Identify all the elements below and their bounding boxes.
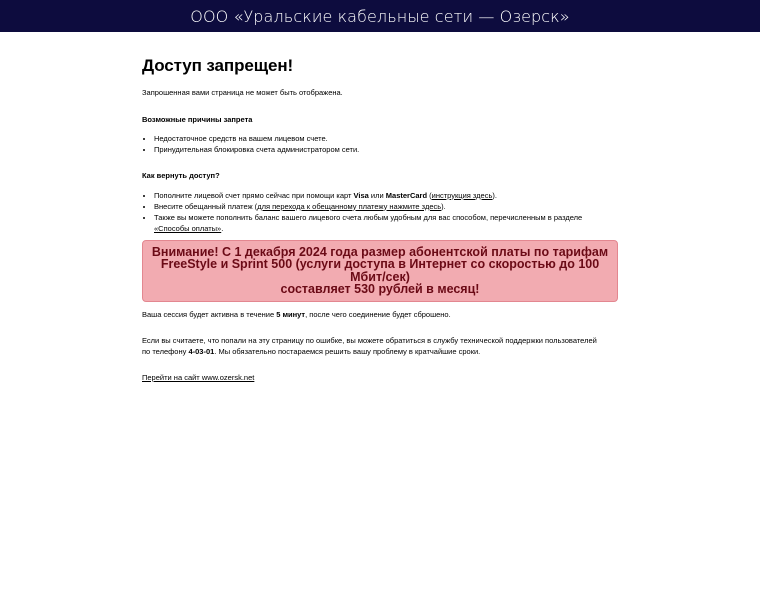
- session-notice: [142, 310, 618, 321]
- list-item: • Недостаточное средств на вашем лицевом счете.: [154, 133, 618, 144]
- restore-item-text: или: [368, 190, 386, 200]
- restore-item-text: ).: [441, 201, 446, 211]
- page-title: Доступ запрещен!: [142, 56, 294, 75]
- support-phone: 4-03-01: [188, 346, 215, 356]
- contact-text: . Мы обязательно постараемся решить вашу проблему в кратчайшие сроки.: [214, 346, 481, 356]
- restore-item-text: Также вы можете пополнить баланс вашего лицевого счета любым удобным для вас способом, перечисленным в разделе: [154, 212, 583, 222]
- site-title: ООО «Уральские кабельные сети — Озерск»: [190, 6, 570, 26]
- restore-list: [142, 190, 618, 234]
- reasons-heading: Возможные причины запрета: [142, 114, 253, 124]
- alert-line: FreeStyle и Sprint 500 (услуги доступа в Интернет со скоростью до 100 Мбит/сек): [160, 257, 600, 284]
- site-link-wrap: [142, 373, 618, 384]
- alert-line: составляет 530 рублей в месяц!: [280, 282, 480, 296]
- restore-item-text: (: [427, 190, 432, 200]
- alert-line: Внимание! С 1 декабря 2024 года размер абонентской платы по тарифам: [151, 244, 609, 259]
- site-link[interactable]: Перейти на сайт www.ozersk.net: [142, 373, 255, 382]
- contact-text: Если вы считаете, что попали на эту страницу по ошибке, вы можете обратиться в службу технической поддержки пользователей: [142, 336, 597, 345]
- visa-label: Visa: [353, 190, 369, 200]
- session-duration: 5 минут: [276, 309, 306, 319]
- payment-methods-link[interactable]: «Способы оплаты»: [154, 223, 222, 233]
- restore-item-text: Внесите обещанный платеж (: [154, 201, 258, 211]
- restore-heading: Как вернуть доступ?: [142, 171, 220, 180]
- session-text: , после чего соединение будет сброшено.: [305, 309, 451, 319]
- restore-item-text: .: [221, 223, 224, 233]
- list-item: [154, 201, 618, 212]
- list-item: • Принудительная блокировка счета администратором сети.: [154, 144, 618, 155]
- restore-item-text: Пополните лицевой счет прямо сейчас при помощи карт: [154, 190, 354, 200]
- reasons-list: [142, 133, 618, 155]
- intro-text: Запрошенная вами страница не может быть отображена.: [142, 88, 343, 97]
- contact-text: по телефону: [142, 346, 189, 356]
- session-text: Ваша сессия будет активна в течение: [142, 309, 277, 319]
- list-item: [154, 190, 618, 201]
- restore-item-text: ).: [492, 190, 497, 200]
- promised-payment-link[interactable]: для перехода к обещанному платежу нажмите здесь: [257, 201, 442, 211]
- support-contact: [142, 336, 618, 357]
- tariff-alert: [142, 240, 618, 302]
- site-header: [0, 0, 760, 32]
- main-content: [142, 56, 618, 384]
- card-instructions-link[interactable]: инструкция здесь: [431, 190, 493, 200]
- mastercard-label: MasterCard: [385, 190, 428, 200]
- list-item: [154, 212, 618, 234]
